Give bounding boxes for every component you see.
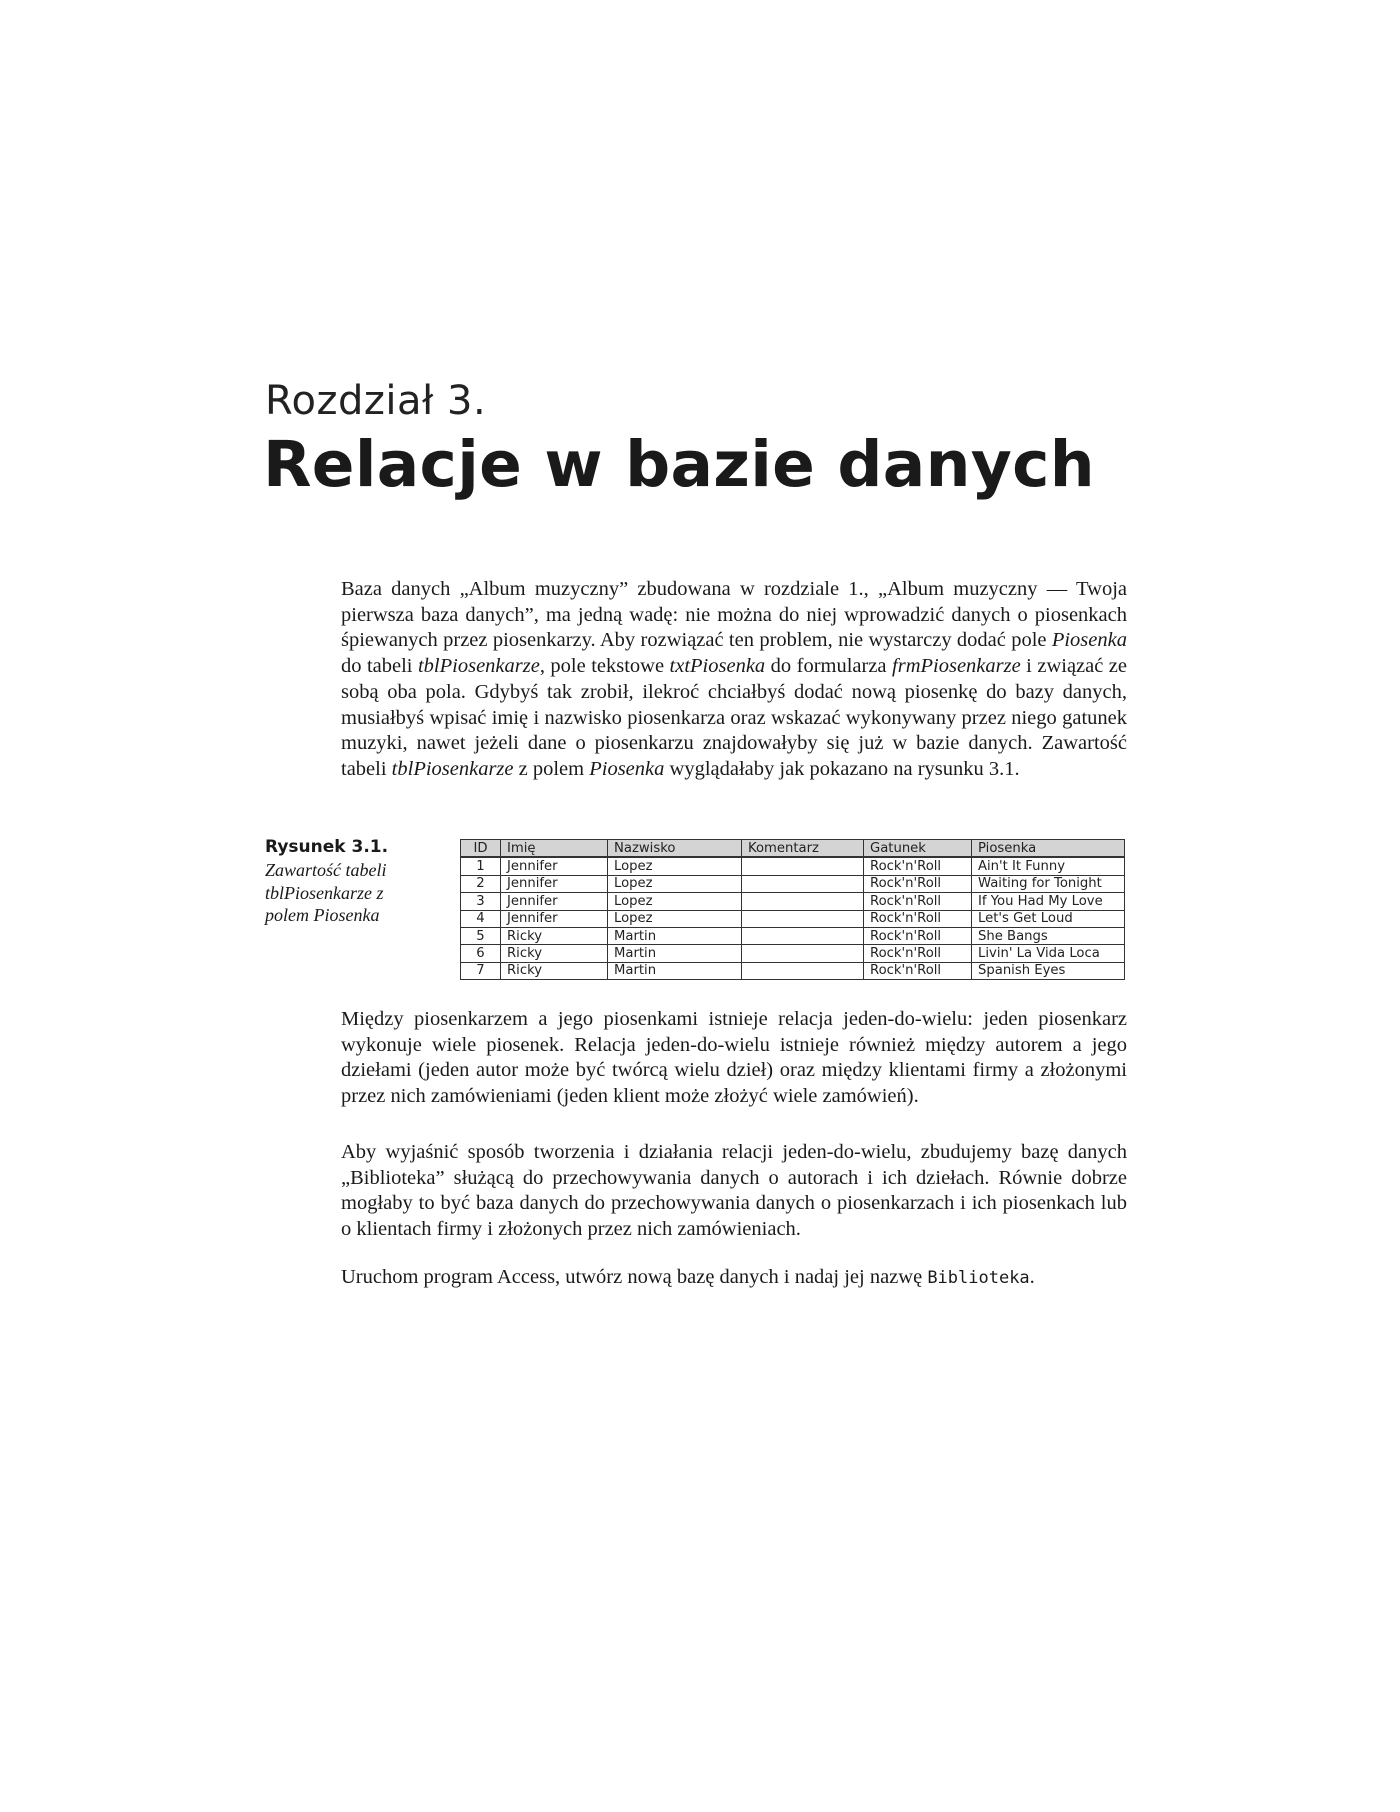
table-cell: 5: [461, 927, 501, 944]
table-cell: [742, 945, 864, 962]
table-cell: Spanish Eyes: [972, 962, 1125, 979]
table-cell: Jennifer: [501, 857, 608, 875]
italic-term: txtPiosenka: [669, 655, 766, 678]
text-run: Baza danych „Album muzyczny” zbudowana w rozdziale 1., „Album muzyczny — Twoja pierwsza baza danych”, ma jedną wadę: nie można do niej wprowadzić danych o piosenkach śpiewanych przez piosenkarzy. Aby rozwiązać ten problem, nie wystarczy dodać pole: [341, 578, 1127, 652]
table-cell: Rock'n'Roll: [864, 910, 972, 927]
italic-term: Piosenka: [589, 757, 665, 780]
table-cell: Ricky: [501, 945, 608, 962]
table-cell: 3: [461, 893, 501, 910]
text-run: i związać ze sobą oba pola. Gdybyś tak zrobił, ilekroć chciałbyś dodać nową piosenkę do bazy danych, musiałbyś wpisać imię i nazwisko piosenkarza oraz wskazać wykonywany przez niego gatunek muzyki, nawet jeżeli dane o piosenkarzu znajdowałyby się już w bazie danych. Zawartość tabeli: [341, 655, 1128, 780]
figure-description: Zawartość tabeli tblPiosenkarze z polem Piosenka: [265, 860, 387, 925]
italic-term: tblPiosenkarze: [417, 655, 540, 678]
table-row: [461, 927, 1125, 944]
table-cell: Let's Get Loud: [972, 910, 1125, 927]
table-cell: Jennifer: [501, 875, 608, 892]
italic-term: frmPiosenkarze: [892, 655, 1021, 678]
table-cell: Martin: [608, 945, 742, 962]
table-cell: Lopez: [608, 910, 742, 927]
table-row: [461, 945, 1125, 962]
table-cell: Ricky: [501, 962, 608, 979]
table-cell: Livin' La Vida Loca: [972, 945, 1125, 962]
paragraph-relation: Między piosenkarzem a jego piosenkami istnieje relacja jeden-do-wielu: jeden piosenkarz wykonuje wiele piosenek. Relacja jeden-do-wielu istnieje również między autorem a jego dziełami (jeden autor może być twórcą wielu dzieł) oraz między klientami firmy a złożonymi przez nich zamówieniami (jeden klient może złożyć wiele zamówień).: [341, 1008, 1127, 1108]
table-cell: Rock'n'Roll: [864, 945, 972, 962]
column-header: Gatunek: [864, 840, 972, 858]
table-cell: Lopez: [608, 875, 742, 892]
table-body: [461, 857, 1125, 979]
table-cell: Jennifer: [501, 893, 608, 910]
table-cell: Rock'n'Roll: [864, 927, 972, 944]
table-cell: Waiting for Tonight: [972, 875, 1125, 892]
text-run: do tabeli: [341, 655, 418, 678]
text-run: do formularza: [765, 655, 893, 678]
table-cell: Rock'n'Roll: [864, 962, 972, 979]
table-cell: 7: [461, 962, 501, 979]
column-header: Imię: [501, 840, 608, 858]
table-row: [461, 857, 1125, 875]
table-cell: If You Had My Love: [972, 893, 1125, 910]
figure-label: Rysunek 3.1.: [265, 837, 389, 857]
table-cell: [742, 857, 864, 875]
column-header: Komentarz: [742, 840, 864, 858]
database-name-code: Biblioteka: [927, 1268, 1030, 1288]
table-cell: 6: [461, 945, 501, 962]
table-cell: Ain't It Funny: [972, 857, 1125, 875]
text-run: , pole tekstowe: [539, 655, 670, 678]
table-cell: Rock'n'Roll: [864, 857, 972, 875]
table-cell: Lopez: [608, 893, 742, 910]
table-cell: Jennifer: [501, 910, 608, 927]
text-run: wyglądałaby jak pokazano na rysunku 3.1.: [664, 757, 1020, 780]
table-cell: She Bangs: [972, 927, 1125, 944]
table-cell: 1: [461, 857, 501, 875]
table-row: [461, 893, 1125, 910]
table-cell: [742, 893, 864, 910]
column-header: Piosenka: [972, 840, 1125, 858]
table-cell: Martin: [608, 927, 742, 944]
column-header: Nazwisko: [608, 840, 742, 858]
table-header: [461, 840, 1125, 858]
text-run: Uruchom program Access, utwórz nową bazę danych i nadaj jej nazwę: [341, 1266, 928, 1288]
table-row: [461, 910, 1125, 927]
table-cell: Ricky: [501, 927, 608, 944]
table-cell: 4: [461, 910, 501, 927]
paragraph-instruction: [341, 1265, 1127, 1292]
table-header-row: [461, 840, 1125, 858]
figure-table: [460, 839, 1125, 980]
table-cell: [742, 927, 864, 944]
chapter-number: Rozdział 3.: [265, 378, 487, 424]
table-cell: [742, 910, 864, 927]
table-cell: 2: [461, 875, 501, 892]
table-cell: [742, 875, 864, 892]
paragraph-intro: [341, 577, 1127, 783]
column-header: ID: [461, 840, 501, 858]
table-cell: Rock'n'Roll: [864, 893, 972, 910]
paragraph-library: Aby wyjaśnić sposób tworzenia i działania relacji jeden-do-wielu, zbudujemy bazę danych „Biblioteka” służącą do przechowywania danych o autorach i ich dziełach. Równie dobrze mogłaby to być baza danych do przechowywania danych o piosenkarzach i ich piosenkach lub o klientach firmy i złożonych przez nich zamówieniach.: [341, 1141, 1127, 1241]
figure-caption: [265, 835, 425, 927]
table-row: [461, 875, 1125, 892]
table-cell: Lopez: [608, 857, 742, 875]
text-run: z polem: [513, 757, 590, 780]
italic-term: tblPiosenkarze: [391, 757, 514, 780]
chapter-title: Relacje w bazie danych: [263, 428, 1095, 501]
table-row: [461, 962, 1125, 979]
italic-term: Piosenka: [1051, 629, 1127, 652]
table-cell: Martin: [608, 962, 742, 979]
table-cell: [742, 962, 864, 979]
table-cell: Rock'n'Roll: [864, 875, 972, 892]
text-run: .: [1029, 1266, 1035, 1288]
